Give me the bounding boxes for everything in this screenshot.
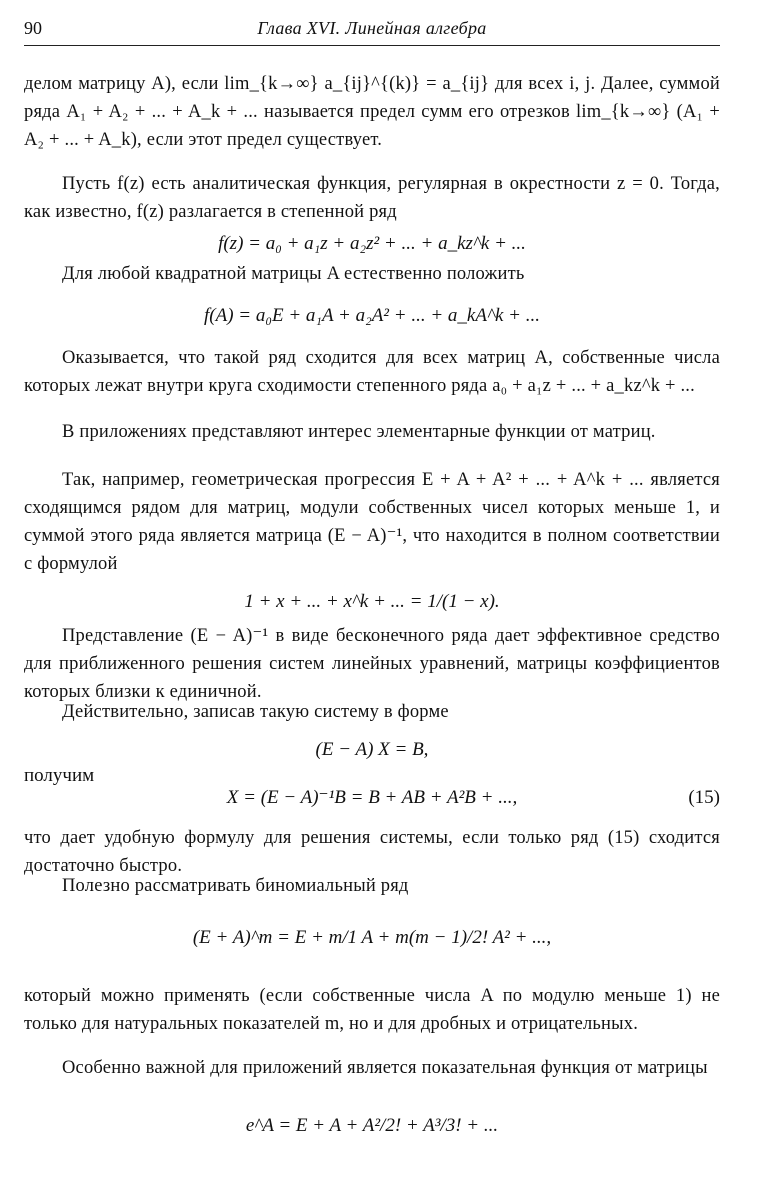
paragraph: В приложениях представляют интерес элементарные функции от матриц. [62, 422, 656, 442]
equation-number: (15) [688, 787, 720, 808]
paragraph: Представление (E − A)⁻¹ в виде бесконечного ряда дает эффективное средство для приближенного решения систем линейных уравнений, матрицы коэффициентов которых близки к единичной. [24, 626, 720, 702]
paragraph: Особенно важной для приложений является показательная функция от матрицы [62, 1058, 708, 1078]
paragraph: получим [24, 765, 95, 786]
equation: f(z) = a₀ + a₁z + a₂z² + ... + a_kz^k + ... [218, 233, 526, 254]
header-rule [24, 45, 720, 46]
running-title: Глава XVI. Линейная алгебра [257, 18, 487, 38]
equation: 1 + x + ... + x^k + ... = 1/(1 − x). [244, 591, 500, 612]
paragraph: Так, например, геометрическая прогрессия E + A + A² + ... + A^k + ... является сходящимся рядом для матриц, модули собственных чисел которых меньше 1, и суммой этого ряда является матрица (E − A)⁻¹, что находится в полном соответствии с формулой [24, 470, 720, 574]
paragraph: который можно применять (если собственные числа A по модулю меньше 1) не только для натуральных показателей m, но и для дробных и отрицательных. [24, 986, 720, 1034]
paragraph: что дает удобную формулу для решения системы, если только ряд (15) сходится достаточно быстро. [24, 828, 720, 876]
paragraph: Оказывается, что такой ряд сходится для всех матриц A, собственные числа которых лежат внутри круга сходимости степенного ряда a₀ + a₁z + ... + a_kz^k + ... [24, 348, 720, 396]
paragraph: Пусть f(z) есть аналитическая функция, регулярная в окрестности z = 0. Тогда, как известно, f(z) разлагается в степенной ряд [24, 174, 720, 222]
equation: (E + A)^m = E + m/1 A + m(m − 1)/2! A² + ..., [192, 927, 552, 948]
equation: f(A) = a₀E + a₁A + a₂A² + ... + a_kA^k + ... [204, 305, 540, 326]
paragraph: делом матрицу A), если lim_{k→∞} a_{ij}^{(k)} = a_{ij} для всех i, j. Далее, суммой ряда A₁ + A₂ + ... + A_k + ... называется предел сумм его отрезков lim_{k→∞} (A₁ + A₂ + ... + A_k), если этот предел существует. [24, 74, 720, 150]
paragraph: Для любой квадратной матрицы A естественно положить [62, 264, 525, 284]
page-number: 90 [24, 18, 42, 38]
equation: X = (E − A)⁻¹B = B + AB + A²B + ..., [226, 787, 518, 808]
paragraph: Действительно, записав такую систему в форме [62, 702, 449, 722]
equation: (E − A) X = B, [315, 739, 429, 760]
paragraph: Полезно рассматривать биномиальный ряд [62, 876, 409, 896]
page-header [24, 18, 720, 42]
equation: e^A = E + A + A²/2! + A³/3! + ... [245, 1115, 499, 1136]
